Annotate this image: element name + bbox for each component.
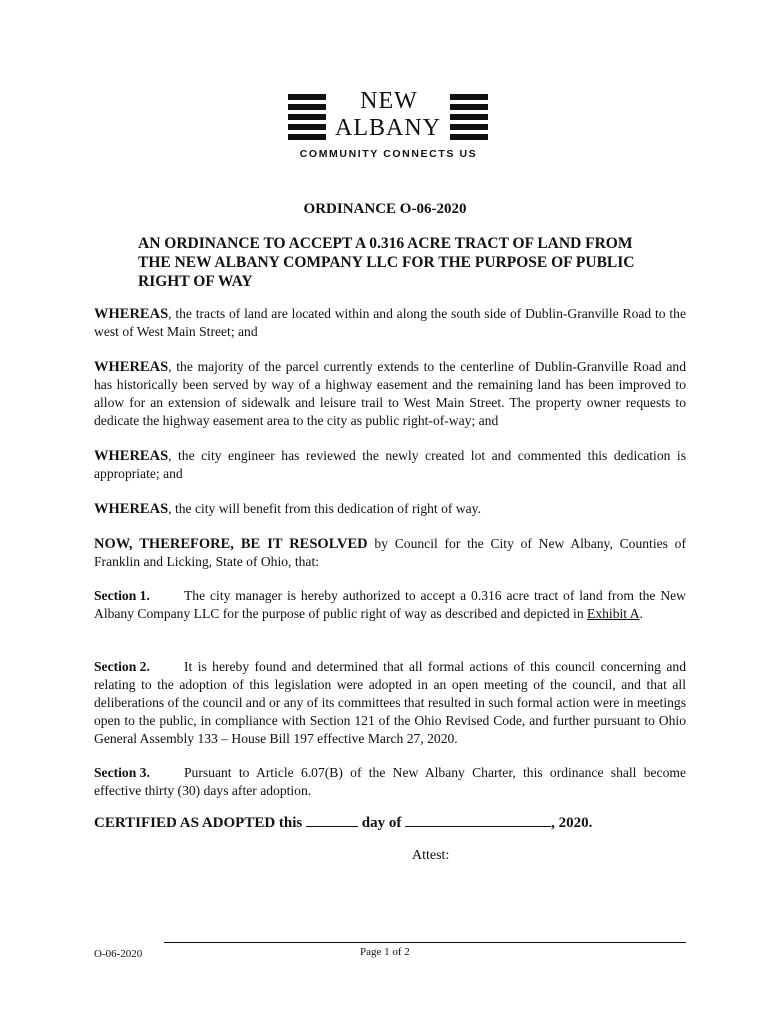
now-therefore-clause [94, 535, 686, 571]
whereas-clause-1 [94, 305, 686, 341]
whereas-text: , the majority of the parcel currently extends to the centerline of Dublin-Granville Road and has historically been served by way of a highway easement and the remaining land has been improved to allow for an extension of sidewalk and leisure trail to West Main Street. The property owner requests to dedicate the highway easement area to the city as public right-of-way; and [94, 359, 686, 428]
section-3 [94, 764, 686, 800]
whereas-text: , the city engineer has reviewed the newly created lot and commented this dedication is appropriate; and [94, 448, 686, 481]
now-therefore-lead: NOW, THEREFORE, BE IT RESOLVED [94, 536, 368, 552]
whereas-lead: WHEREAS [94, 448, 169, 464]
section-2-label: Section 2. [94, 659, 150, 674]
footer-divider [164, 942, 686, 943]
now-therefore-text: by Council for the City of New Albany, Counties of Franklin and Licking, State of Ohio, that: [94, 536, 686, 569]
section-1-label: Section 1. [94, 588, 150, 603]
logo-tagline: COMMUNITY CONNECTS US [299, 148, 478, 160]
whereas-text: , the tracts of land are located within and along the south side of Dublin-Granville Road to the west of West Main Street; and [94, 306, 686, 339]
whereas-clause-4 [94, 500, 686, 518]
whereas-lead: WHEREAS [94, 306, 169, 322]
section-1-text: The city manager is hereby authorized to accept a 0.316 acre tract of land from the New Albany Company LLC for the purpose of public right of way as described and depicted in [94, 588, 686, 621]
logo-bars-right-icon [450, 94, 488, 144]
whereas-clause-3 [94, 447, 686, 483]
ordinance-title: AN ORDINANCE TO ACCEPT A 0.316 ACRE TRACT OF LAND FROM THE NEW ALBANY COMPANY LLC FOR THE PURPOSE OF PUBLIC RIGHT OF WAY [138, 235, 635, 290]
section-1-end: . [639, 606, 643, 621]
logo-bars-left-icon [288, 94, 326, 144]
certified-month-blank [405, 814, 551, 827]
section-3-text: Pursuant to Article 6.07(B) of the New Albany Charter, this ordinance shall become effective thirty (30) days after adoption. [94, 765, 686, 798]
certified-label: CERTIFIED AS ADOPTED this [94, 815, 303, 831]
certified-year: , 2020. [551, 815, 593, 831]
whereas-text: , the city will benefit from this dedication of right of way. [168, 501, 481, 516]
section-2 [94, 658, 686, 748]
section-2-text: It is hereby found and determined that all formal actions of this council concerning and relating to the adoption of this legislation were adopted in an open meeting of the council, and that all deliberations of the council and or any of its committees that resulted in such formal action were in meetings open to the public, in compliance with Section 121 of the Ohio Revised Code, and further pursuant to Ohio General Assembly 133 – House Bill 197 effective March 27, 2020. [94, 659, 686, 746]
certified-day-of: day of [361, 815, 402, 831]
footer-page-number: Page 1 of 2 [360, 946, 410, 958]
section-3-label: Section 3. [94, 765, 150, 780]
footer-doc-id: O-06-2020 [94, 948, 143, 960]
section-1 [94, 587, 686, 623]
whereas-lead: WHEREAS [94, 359, 169, 375]
logo-word-new: NEW [360, 88, 418, 114]
logo-word-albany: ALBANY [335, 115, 441, 141]
certified-day-blank [306, 814, 358, 827]
certified-line [94, 814, 694, 832]
whereas-lead: WHEREAS [94, 501, 169, 517]
ordinance-number: ORDINANCE O-06-2020 [303, 201, 467, 217]
whereas-clause-2 [94, 358, 686, 430]
exhibit-a-reference: Exhibit A [587, 606, 640, 621]
attest-label: Attest: [412, 848, 450, 863]
